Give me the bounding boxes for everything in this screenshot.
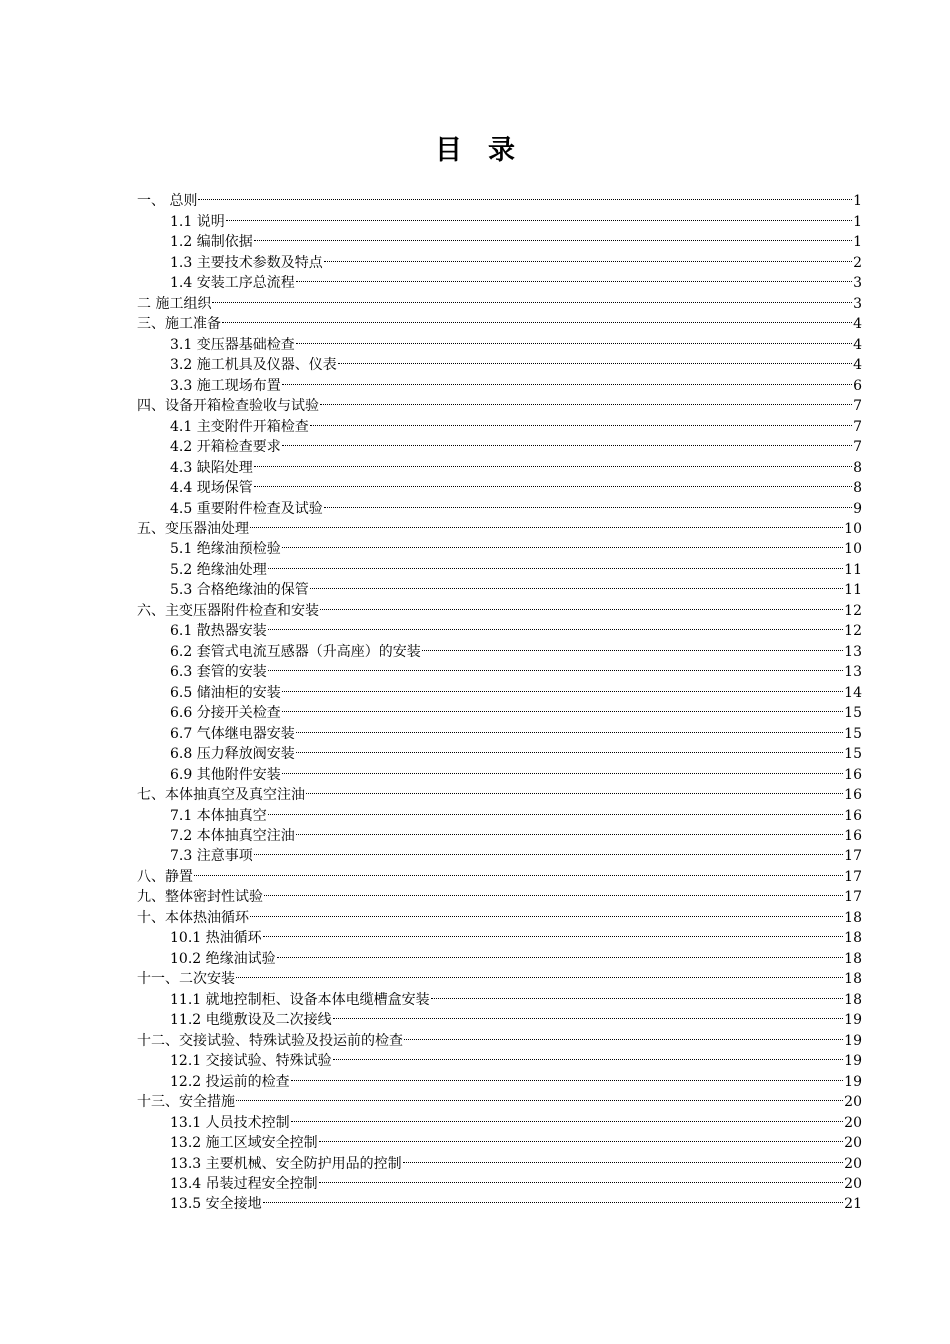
toc-entry-title: 10.1 热油循环 <box>170 930 262 947</box>
toc-dot-leader <box>296 267 852 287</box>
toc-page-number: 14 <box>844 684 862 701</box>
toc-dot-leader <box>212 287 852 307</box>
toc-dot-leader <box>403 1147 844 1167</box>
toc-entry-title: 三、施工准备 <box>137 316 221 333</box>
toc-page-number: 6 <box>853 377 862 394</box>
toc-entry-title: 五、变压器油处理 <box>137 520 249 537</box>
toc-dot-leader <box>282 758 843 778</box>
toc-section-entry[interactable] <box>137 1106 862 1131</box>
toc-dot-leader <box>324 492 852 512</box>
toc-entry-title: 6.6 分接开关检查 <box>170 705 281 722</box>
toc-section-entry[interactable] <box>137 205 862 230</box>
toc-entry-title: 1.4 安装工序总流程 <box>170 275 295 292</box>
toc-dot-leader <box>319 1168 844 1188</box>
toc-page-number: 10 <box>844 520 862 537</box>
toc-page-number: 20 <box>844 1175 862 1192</box>
toc-page-number: 19 <box>844 1012 862 1029</box>
toc-dot-leader <box>222 308 852 328</box>
toc-dot-leader <box>254 840 843 860</box>
toc-dot-leader <box>320 594 843 614</box>
toc-dot-leader <box>422 635 843 655</box>
toc-entry-title: 5.1 绝缘油预检验 <box>170 541 281 558</box>
toc-entry-title: 11.1 就地控制柜、设备本体电缆槽盒安装 <box>170 991 430 1008</box>
toc-dot-leader <box>254 226 852 246</box>
toc-page-number: 15 <box>844 705 862 722</box>
toc-dot-leader <box>282 676 843 696</box>
toc-page-number: 16 <box>844 807 862 824</box>
toc-dot-leader <box>404 1024 843 1044</box>
toc-dot-leader <box>291 1065 844 1085</box>
toc-page-number: 4 <box>853 357 862 374</box>
toc-entry-title: 7.3 注意事项 <box>170 848 253 865</box>
toc-entry-title: 1.1 说明 <box>170 213 225 230</box>
toc-page-number: 19 <box>844 1032 862 1049</box>
toc-entry-title: 5.2 绝缘油处理 <box>170 561 267 578</box>
toc-entry-title: 6.1 散热器安装 <box>170 623 267 640</box>
toc-page-number: 1 <box>853 193 862 210</box>
toc-dot-leader <box>198 185 852 205</box>
toc-page-number: 10 <box>844 541 862 558</box>
toc-page-number: 11 <box>844 561 862 578</box>
toc-page-number: 4 <box>853 336 862 353</box>
toc-dot-leader <box>296 738 843 758</box>
toc-entry-title: 3.2 施工机具及仪器、仪表 <box>170 357 337 374</box>
toc-dot-leader <box>236 963 843 983</box>
toc-dot-leader <box>431 983 844 1003</box>
toc-page-number: 1 <box>853 234 862 251</box>
toc-entry-title: 一、 总则 <box>137 193 198 210</box>
toc-dot-leader <box>254 472 852 492</box>
toc-page-number: 1 <box>853 213 862 230</box>
toc-entry-title: 十一、二次安装 <box>137 971 235 988</box>
toc-entry-title: 十三、安全措施 <box>137 1094 235 1111</box>
toc-entry-title: 6.8 压力释放阀安装 <box>170 746 295 763</box>
toc-chapter-entry[interactable] <box>137 308 862 333</box>
toc-page-number: 18 <box>844 971 862 988</box>
toc-page-number: 20 <box>844 1094 862 1111</box>
toc-dot-leader <box>338 349 852 369</box>
toc-page-number: 18 <box>844 930 862 947</box>
toc-page-number: 8 <box>853 480 862 497</box>
toc-page-number: 19 <box>844 1073 862 1090</box>
toc-entry-title: 4.1 主变附件开箱检查 <box>170 418 309 435</box>
toc-page-number: 13 <box>844 664 862 681</box>
toc-dot-leader <box>324 246 852 266</box>
toc-page-number: 3 <box>853 275 862 292</box>
toc-dot-leader <box>254 451 852 471</box>
toc-page-number: 19 <box>844 1053 862 1070</box>
toc-dot-leader <box>282 697 843 717</box>
toc-dot-leader <box>282 533 843 553</box>
toc-entry-title: 6.9 其他附件安装 <box>170 766 281 783</box>
toc-page-number: 17 <box>844 848 862 865</box>
toc-entry-title: 13.2 施工区域安全控制 <box>170 1135 318 1152</box>
toc-page-number: 15 <box>844 746 862 763</box>
toc-dot-leader <box>268 799 843 819</box>
toc-chapter-entry[interactable] <box>137 287 862 312</box>
toc-entry-title: 4.3 缺陷处理 <box>170 459 253 476</box>
toc-entry-title: 7.2 本体抽真空注油 <box>170 828 295 844</box>
toc-entry-title: 13.4 吊装过程安全控制 <box>170 1175 318 1192</box>
toc-dot-leader <box>333 1004 844 1024</box>
toc-dot-leader <box>226 205 852 225</box>
toc-entry-title: 1.3 主要技术参数及特点 <box>170 254 323 271</box>
toc-page-number: 7 <box>853 398 862 415</box>
toc-page-number: 18 <box>844 950 862 967</box>
toc-entry-title: 九、整体密封性试验 <box>137 889 263 906</box>
toc-entry-title: 四、设备开箱检查验收与试验 <box>137 398 319 415</box>
toc-dot-leader <box>319 1127 844 1147</box>
toc-page-number: 16 <box>844 787 862 804</box>
toc-dot-leader <box>296 328 852 348</box>
toc-entry-title: 13.3 主要机械、安全防护用品的控制 <box>170 1155 402 1172</box>
toc-entry-title: 7.1 本体抽真空 <box>170 807 267 824</box>
toc-section-entry[interactable] <box>137 226 862 251</box>
toc-dot-leader <box>296 717 843 737</box>
toc-section-entry[interactable] <box>137 328 862 353</box>
toc-entry-title: 4.5 重要附件检查及试验 <box>170 500 323 517</box>
toc-dot-leader <box>268 656 843 676</box>
toc-dot-leader <box>268 615 843 635</box>
toc-dot-leader <box>310 574 843 594</box>
toc-entry-title: 十二、交接试验、特殊试验及投运前的检查 <box>137 1032 403 1049</box>
toc-entry-title: 12.2 投运前的检查 <box>170 1073 290 1090</box>
toc-entry-title: 3.3 施工现场布置 <box>170 377 281 394</box>
toc-dot-leader <box>264 881 843 901</box>
toc-page-number: 13 <box>844 643 862 660</box>
toc-page-number: 18 <box>844 909 862 926</box>
toc-page-number: 16 <box>844 828 862 844</box>
toc-page-number: 15 <box>844 725 862 742</box>
toc-dot-leader <box>236 1086 843 1106</box>
toc-entry-title: 七、本体抽真空及真空注油 <box>137 787 305 804</box>
toc-dot-leader <box>296 820 843 840</box>
toc-dot-leader <box>194 860 843 880</box>
toc-entry-title: 1.2 编制依据 <box>170 234 253 251</box>
toc-page-number: 11 <box>844 582 862 599</box>
table-of-contents <box>137 185 862 1213</box>
toc-dot-leader <box>263 922 844 942</box>
toc-dot-leader <box>268 553 843 573</box>
toc-entry-title: 11.2 电缆敷设及二次接线 <box>170 1012 332 1029</box>
toc-dot-leader <box>291 1106 844 1126</box>
toc-page-number: 8 <box>853 459 862 476</box>
toc-page-number: 12 <box>844 602 862 619</box>
toc-entry-title: 6.3 套管的安装 <box>170 664 267 681</box>
toc-page-number: 21 <box>844 1196 862 1213</box>
toc-entry-title: 10.2 绝缘油试验 <box>170 950 276 967</box>
toc-page-number: 2 <box>853 254 862 271</box>
toc-dot-leader <box>282 431 852 451</box>
toc-section-entry[interactable] <box>137 983 862 1008</box>
toc-page-number: 18 <box>844 991 862 1008</box>
toc-dot-leader <box>306 779 843 799</box>
toc-dot-leader <box>277 942 844 962</box>
toc-page-number: 20 <box>844 1114 862 1131</box>
toc-dot-leader <box>310 410 852 430</box>
toc-dot-leader <box>282 369 852 389</box>
toc-dot-leader <box>320 390 852 410</box>
toc-entry-title: 12.1 交接试验、特殊试验 <box>170 1053 332 1070</box>
toc-entry-title: 八、静置 <box>137 868 193 885</box>
toc-entry-title: 4.4 现场保管 <box>170 480 253 497</box>
toc-entry-title: 6.5 储油柜的安装 <box>170 684 281 701</box>
toc-dot-leader <box>333 1045 844 1065</box>
toc-dot-leader <box>263 1188 844 1208</box>
toc-chapter-entry[interactable] <box>137 963 862 988</box>
toc-entry-title: 6.2 套管式电流互感器（升高座）的安装 <box>170 643 421 660</box>
toc-entry-title: 十、本体热油循环 <box>137 909 249 926</box>
toc-page-number: 16 <box>844 766 862 783</box>
toc-chapter-entry[interactable] <box>137 881 862 906</box>
toc-dot-leader <box>250 901 843 921</box>
toc-page-number: 4 <box>853 316 862 333</box>
title-char-1: 目 <box>435 135 462 166</box>
toc-page-number: 17 <box>844 889 862 906</box>
toc-page-number: 7 <box>853 418 862 435</box>
toc-page-number: 7 <box>853 439 862 456</box>
toc-chapter-entry[interactable] <box>137 860 862 885</box>
title-char-2: 录 <box>488 135 515 166</box>
page-title <box>0 133 950 169</box>
toc-entry-title: 5.3 合格绝缘油的保管 <box>170 582 309 599</box>
toc-page-number: 20 <box>844 1155 862 1172</box>
toc-page-number: 17 <box>844 868 862 885</box>
toc-page-number: 3 <box>853 295 862 312</box>
toc-chapter-entry[interactable] <box>137 1086 862 1111</box>
toc-entry-title: 13.1 人员技术控制 <box>170 1114 290 1131</box>
toc-chapter-entry[interactable] <box>137 185 862 210</box>
toc-page-number: 20 <box>844 1135 862 1152</box>
toc-page-number: 9 <box>853 500 862 517</box>
toc-entry-title: 3.1 变压器基础检查 <box>170 336 295 353</box>
toc-entry-title: 13.5 安全接地 <box>170 1196 262 1213</box>
toc-page-number: 12 <box>844 623 862 640</box>
toc-entry-title: 二 施工组织 <box>137 295 212 312</box>
toc-entry-title: 六、主变压器附件检查和安装 <box>137 602 319 619</box>
toc-entry-title: 6.7 气体继电器安装 <box>170 725 295 742</box>
toc-entry-title: 4.2 开箱检查要求 <box>170 439 281 456</box>
toc-dot-leader <box>250 513 843 533</box>
